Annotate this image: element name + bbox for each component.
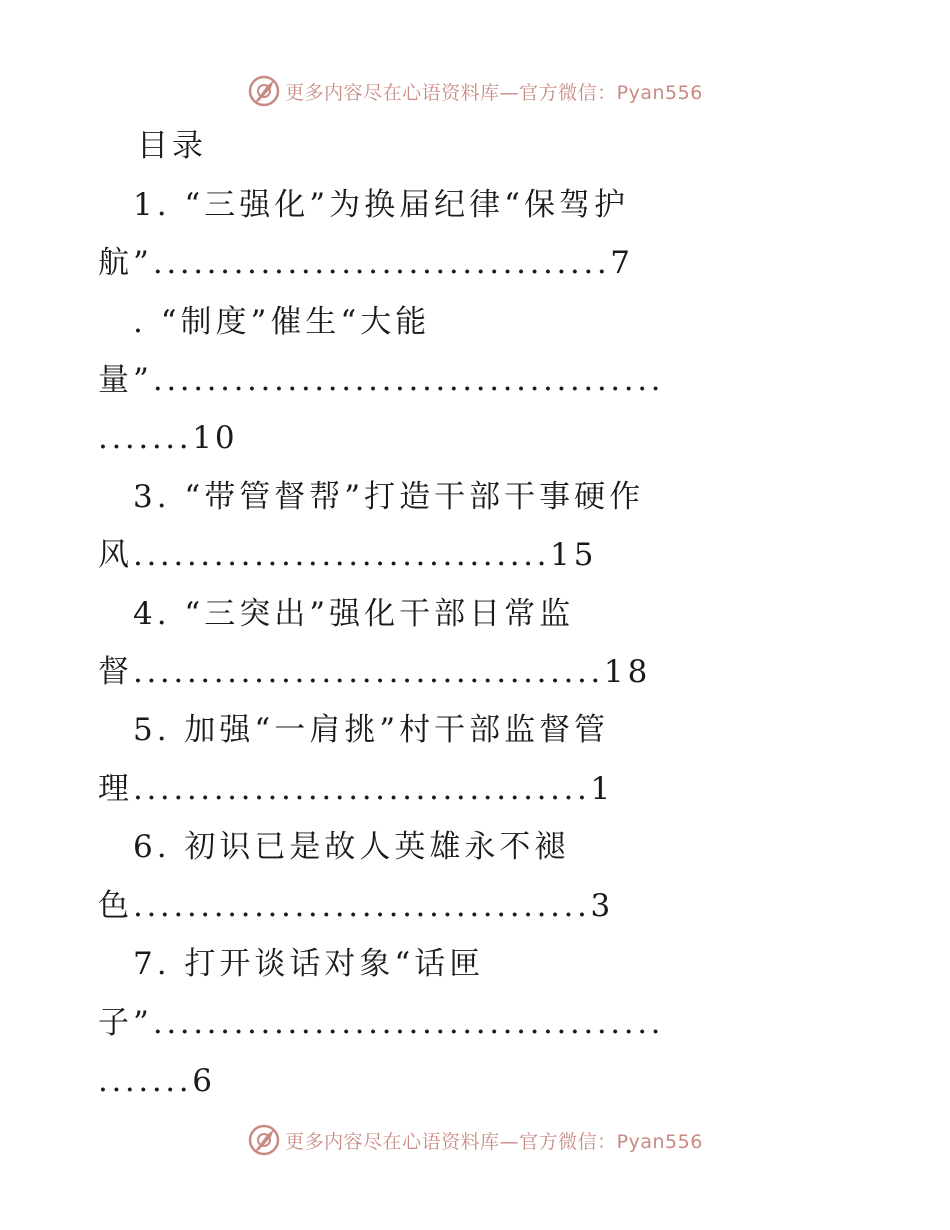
toc-entry-2-tail-text: 量” [98,362,153,398]
toc-entry-5-page: 1 [590,771,615,807]
toc-entry-7-leader-cont: ....... [98,1063,193,1099]
watermark-text: 更多内容尽在心语资料库—官方微信：Pyan556 [285,1130,703,1153]
toc-entry-1-page: 7 [610,245,635,281]
pen-logo-icon [247,1123,281,1157]
toc-entry-7-leader: ...................................... [152,1005,665,1041]
toc-entry-7-page: 6 [192,1063,212,1099]
toc-entry-6-title[interactable]: 6. 初识已是故人英雄永不褪 [133,829,570,865]
toc-entry-7-title[interactable]: 7. 打开谈话对象“话匣 [133,946,485,982]
toc-entry-3-title[interactable]: 3. “带管督帮”打造干部干事硬作 [133,479,645,515]
toc-entry-3-tail[interactable] [98,535,598,575]
toc-entry-2-title[interactable]: . “制度”催生“大能 [133,304,431,340]
toc-entry-5-title[interactable]: 5. 加强“一肩挑”村干部监督管 [133,712,610,748]
toc-entry-2-cont[interactable] [98,418,238,458]
toc-entry-2-leader: ...................................... [152,362,665,398]
toc-entry-6-leader: .................................. [133,888,591,924]
toc-entry-1-leader: .................................. [152,245,611,281]
toc-entry-6-tail[interactable] [98,886,614,926]
toc-entry-5-leader: .................................. [133,771,591,807]
toc-entry-4-tail[interactable] [98,652,651,692]
toc-entry-2-leader-cont: ....... [98,420,193,456]
toc-entry-6-page: 3 [590,888,615,924]
toc-entry-4-tail-text: 督 [98,654,133,690]
toc-entry-2-page: 10 [192,420,238,456]
toc-entry-4-title[interactable]: 4. “三突出”强化干部日常监 [133,596,575,632]
toc-entry-3-leader: ............................... [133,537,551,573]
toc-entry-3-tail-text: 风 [98,537,133,573]
toc-entry-2-tail[interactable] [98,360,664,400]
pen-logo-icon [247,74,281,108]
toc-title: 目录 [137,128,207,164]
toc-entry-1-title[interactable]: 1. “三强化”为换届纪律“保驾护 [133,187,629,223]
toc-entry-1-tail[interactable] [98,243,634,283]
watermark-text: 更多内容尽在心语资料库—官方微信：Pyan556 [285,81,703,104]
header-watermark [0,71,950,111]
toc-entry-1-tail-text: 航” [98,245,153,281]
toc-entry-5-tail-text: 理 [98,771,133,807]
toc-entry-7-cont[interactable] [98,1061,212,1101]
toc-entry-4-page: 18 [603,654,652,690]
toc-entry-6-tail-text: 色 [98,888,133,924]
toc-entry-4-leader: ................................... [133,654,604,690]
toc-entry-7-tail[interactable] [98,1003,664,1043]
toc-entry-7-tail-text: 子” [98,1005,153,1041]
toc-entry-3-page: 15 [550,537,598,573]
toc-entry-5-tail[interactable] [98,769,614,809]
footer-watermark [0,1120,950,1160]
